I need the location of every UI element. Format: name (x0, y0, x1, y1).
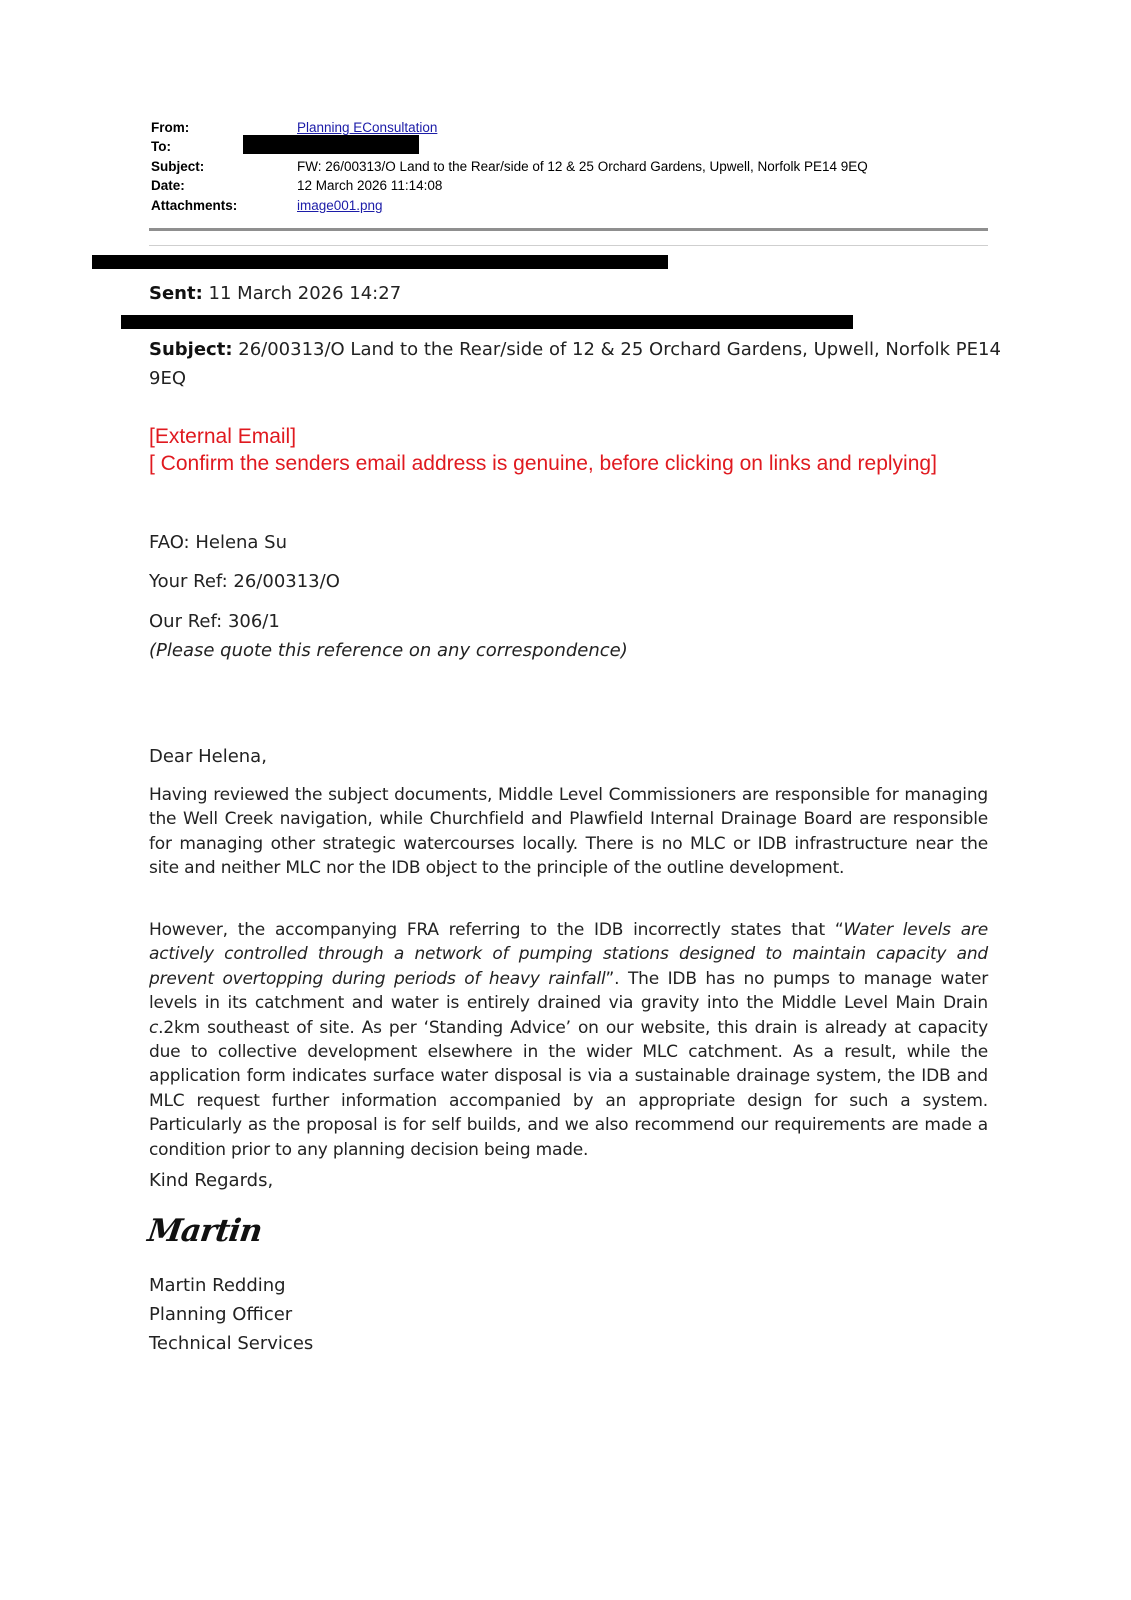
from-redaction (92, 255, 668, 269)
sent-value: 11 March 2026 14:27 (208, 283, 402, 304)
signatory-name: Martin Redding (149, 1275, 286, 1296)
para2-middle: ”. The IDB has no pumps to manage water levels in its catchment and water is entirely drained via gravity into the Middle Level Main Drain (149, 968, 988, 1014)
external-email-warning: [External Email] (149, 425, 297, 448)
closing: Kind Regards, (149, 1170, 274, 1191)
subject-label: Subject: (151, 159, 205, 174)
confirm-sender-warning: [ Confirm the senders email address is genuine, before clicking on links and replying] (149, 452, 937, 475)
from-link[interactable]: Planning EConsultation (297, 120, 438, 135)
attachment-link[interactable]: image001.png (297, 198, 383, 213)
forwarded-subject-line (149, 339, 1001, 360)
signatory-department: Technical Services (149, 1333, 314, 1354)
from-label: From: (151, 120, 190, 135)
your-ref: Your Ref: 26/00313/O (149, 571, 340, 592)
date-label: Date: (151, 178, 185, 193)
para2-intro: However, the accompanying FRA referring to the IDB incorrectly states that “ (149, 920, 844, 940)
paragraph-1: Having reviewed the subject documents, Middle Level Commissioners are responsible for managing the Well Creek navigation, while Churchfield and Plawfield Internal Drainage Board are responsible for managing other strategic watercourses locally. There is no MLC or IDB infrastructure near the site and neither MLC nor the IDB object to the principle of the outline development. (149, 785, 988, 879)
forwarded-subject-line2: 9EQ (149, 368, 186, 389)
quote-note: (Please quote this reference on any correspondence) (149, 640, 628, 661)
header-divider-thin (149, 245, 988, 246)
to-label: To: (151, 139, 171, 154)
sent-line (149, 283, 401, 304)
attachments-label: Attachments: (151, 198, 238, 213)
fao-line: FAO: Helena Su (149, 532, 288, 553)
paragraph-2 (149, 918, 988, 1162)
signatory-title: Planning Officer (149, 1304, 293, 1325)
to-redaction (243, 135, 419, 154)
signature: Martin (145, 1213, 264, 1249)
forwarded-subject-value: 26/00313/O Land to the Rear/side of 12 & 25 Orchard Gardens, Upwell, Norfolk PE14 (238, 339, 1001, 360)
header-divider-thick (149, 228, 988, 231)
date-value: 12 March 2026 11:14:08 (297, 178, 443, 193)
to-redaction-2 (121, 315, 853, 329)
sent-label: Sent: (149, 283, 203, 304)
salutation: Dear Helena, (149, 746, 267, 767)
para2-end: .2km southeast of site. As per ‘Standing Advice’ on our website, this drain is already at capacity due to collective development elsewhere in the wider MLC catchment. As a result, while the application form indicates surface water disposal is via a sustainable drainage system, the IDB and MLC request further information accompanied by an appropriate design for such a system. Particularly as the proposal is for self builds, and we also recommend our requirements are made a condition prior to any planning decision being made. (149, 1017, 988, 1160)
our-ref: Our Ref: 306/1 (149, 611, 280, 632)
forwarded-subject-label: Subject: (149, 339, 233, 360)
fra-quote: Water levels are actively controlled through a network of pumping stations designed to maintain capacity and prevent overtopping during periods of heavy rainfall (149, 920, 989, 989)
subject-value: FW: 26/00313/O Land to the Rear/side of 12 & 25 Orchard Gardens, Upwell, Norfolk PE14 9EQ (297, 159, 868, 174)
circa-abbrev: c (149, 1017, 159, 1038)
